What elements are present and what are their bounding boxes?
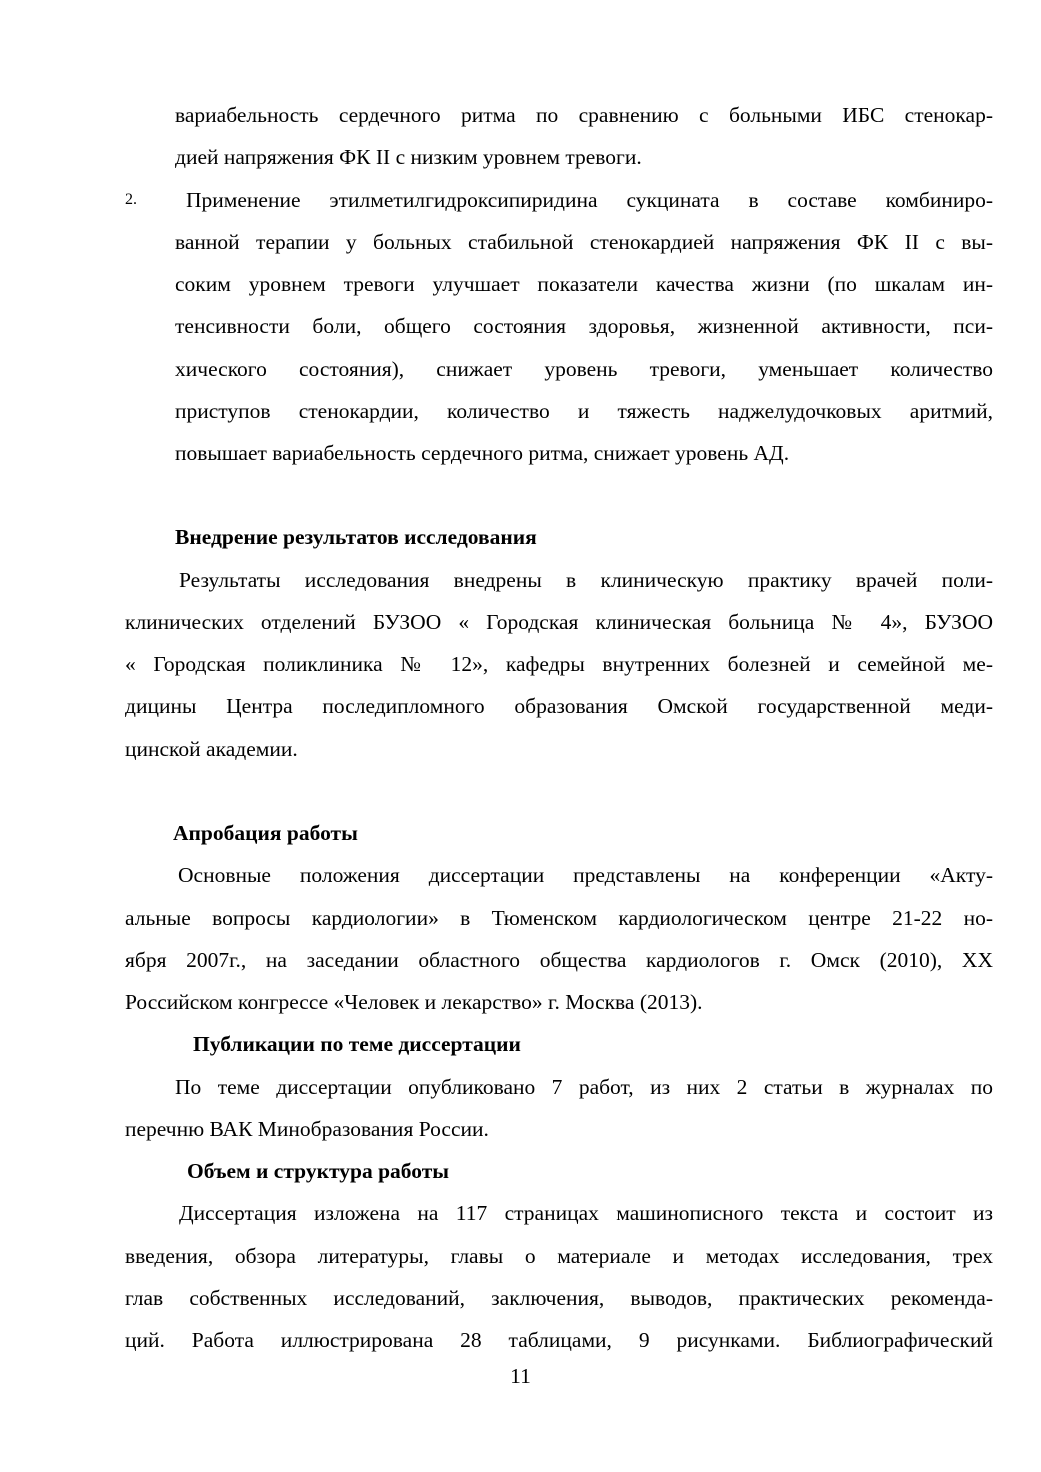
- text-line: дией напряжения ФК II с низким уровнем тревоги.: [175, 145, 642, 169]
- text-line: соким уровнем тревоги улучшает показатели качества жизни (по шкалам ин-: [175, 272, 993, 296]
- text-line: Результаты исследования внедрены в клиническую практику врачей поли-: [179, 568, 993, 592]
- text-line: ций. Работа иллюстрирована 28 таблицами, 9 рисунками. Библиографический: [125, 1328, 993, 1352]
- text-line: глав собственных исследований, заключения, выводов, практических рекоменда-: [125, 1286, 993, 1310]
- section-heading: Апробация работы: [173, 821, 358, 845]
- text-line: Основные положения диссертации представлены на конференции «Акту-: [178, 863, 993, 887]
- text-line: Применение этилметилгидроксипиридина сукцината в составе комбиниро-: [186, 188, 993, 212]
- text-line: ванной терапии у больных стабильной стенокардией напряжения ФК II с вы-: [175, 230, 993, 254]
- text-line: ября 2007г., на заседании областного общества кардиологов г. Омск (2010), XX: [125, 948, 993, 972]
- text-line: дицины Центра последипломного образования Омской государственной меди-: [125, 694, 993, 718]
- text-line: По теме диссертации опубликовано 7 работ, из них 2 статьи в журналах по: [175, 1075, 993, 1099]
- text-line: цинской академии.: [125, 737, 298, 761]
- text-line: введения, обзора литературы, главы о материале и методах исследования, трех: [125, 1244, 993, 1268]
- text-line: повышает вариабельность сердечного ритма, снижает уровень АД.: [175, 441, 790, 465]
- text-line: альные вопросы кардиологии» в Тюменском кардиологическом центре 21-22 но-: [125, 906, 993, 930]
- section-heading: Внедрение результатов исследования: [175, 525, 537, 549]
- section-heading: Публикации по теме диссертации: [193, 1032, 521, 1056]
- text-line: приступов стенокардии, количество и тяжесть наджелудочковых аритмий,: [175, 399, 993, 423]
- text-line: « Городская поликлиника № 12», кафедры внутренних болезней и семейной ме-: [125, 652, 993, 676]
- page-number: 11: [510, 1364, 531, 1388]
- section-heading: Объем и структура работы: [187, 1159, 450, 1183]
- text-line: хического состояния), снижает уровень тревоги, уменьшает количество: [175, 357, 993, 381]
- text-line: Российском конгрессе «Человек и лекарство» г. Москва (2013).: [125, 990, 703, 1014]
- text-line: перечню ВАК Минобразования России.: [125, 1117, 489, 1141]
- list-item-number: 2.: [125, 191, 137, 208]
- text-line: вариабельность сердечного ритма по сравнению с больными ИБС стенокар-: [175, 103, 993, 127]
- text-line: Диссертация изложена на 117 страницах машинописного текста и состоит из: [179, 1201, 993, 1225]
- text-line: тенсивности боли, общего состояния здоровья, жизненной активности, пси-: [175, 314, 993, 338]
- text-line: клинических отделений БУЗОО « Городская клиническая больница № 4», БУЗОО: [125, 610, 993, 634]
